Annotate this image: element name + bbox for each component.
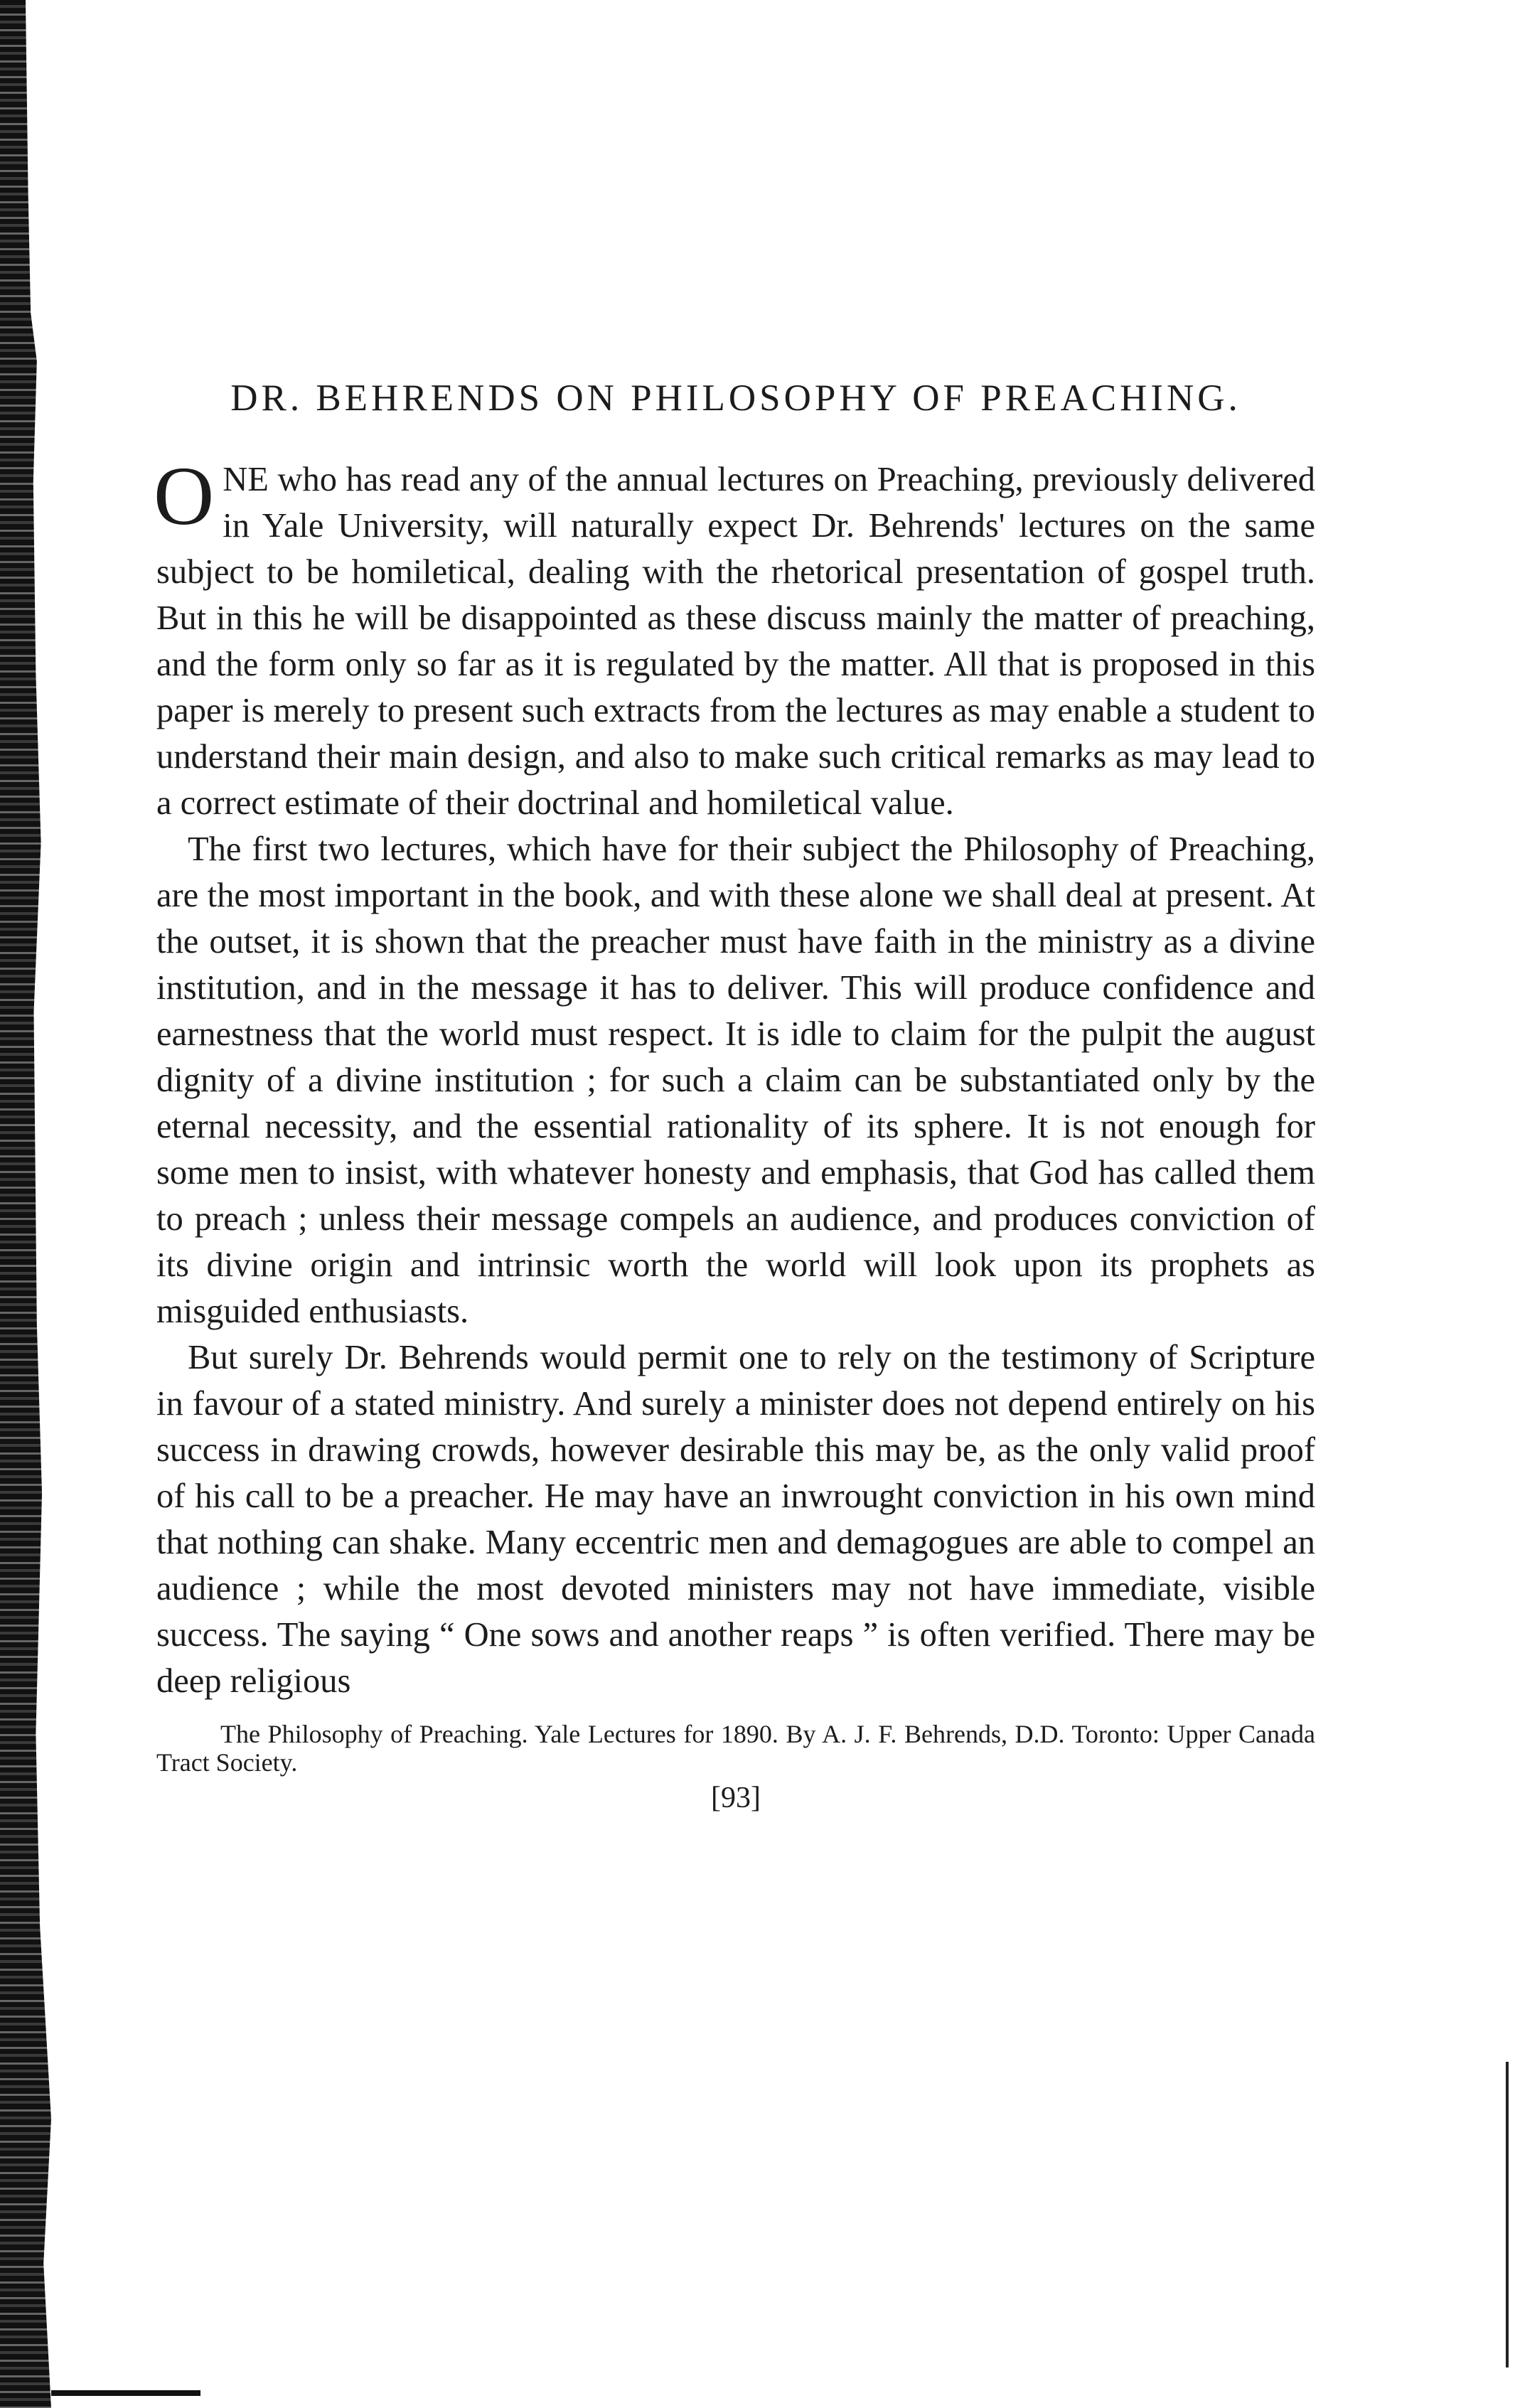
paragraph-2: The first two lectures, which have for their subject the Philosophy of Preaching, are the most important in the book, and with these alone we shall deal at present. At the outset, it is shown that the preacher must have faith in the ministry as a divine institution, and in the message it has to deliver. This will produce confidence and earnestness that the world must respect. It is idle to claim for the pulpit the august dignity of a divine institution ; for such a claim can be substantiated only by the eternal necessity, and the essential rationality of its sphere. It is not enough for some men to insist, with whatever honesty and emphasis, that God has called them to preach ; unless their message compels an audience, and produces conviction of its divine origin and intrinsic worth the world will look upon its prophets as misguided enthusiasts.	[156, 830, 1315, 1330]
drop-cap: O	[154, 449, 215, 542]
page-number: [93]	[711, 1782, 761, 1814]
page-edge-mark	[1506, 2062, 1509, 2367]
bottom-rule	[51, 2390, 200, 2396]
footnote: The Philosophy of Preaching. Yale Lectures for 1890. By A. J. F. Behrends, D.D. Toronto: Upper Canada Tract Society.	[156, 1720, 1315, 1777]
paragraph-1-text: who has read any of the annual lectures on Preaching, previously delivered in Yale University, will naturally expect Dr. Behrends' lectures on the same subject to be homiletical, dealing with the rhetorical presentation of gospel truth. But in this he will be disappointed as these discuss mainly the matter of preaching, and the form only so far as it is regulated by the matter. All that is proposed in this paper is merely to present such extracts from the lectures as may enable a student to understand their main design, and also to make such critical remarks as may lead to a correct estimate of their doctrinal and homiletical value.	[156, 461, 1315, 822]
page-body	[156, 377, 1315, 1815]
article-title: DR. BEHRENDS ON PHILOSOPHY OF PREACHING.	[230, 378, 1241, 419]
paragraph-1	[154, 449, 1315, 826]
book-binding-edge	[0, 0, 51, 2408]
paragraph-1-lead: NE	[223, 461, 269, 498]
paragraph-3: But surely Dr. Behrends would permit one to rely on the testimony of Scripture in favour of a stated ministry. And surely a minister does not depend entirely on his success in drawing crowds, however desirable this may be, as the only valid proof of his call to be a preacher. He may have an inwrought conviction in his own mind that nothing can shake. Many eccentric men and demagogues are able to compel an audience ; while the most devoted ministers may not have immediate, visible success. The saying “ One sows and another reaps ” is often verified. There may be deep religious	[156, 1339, 1315, 1700]
